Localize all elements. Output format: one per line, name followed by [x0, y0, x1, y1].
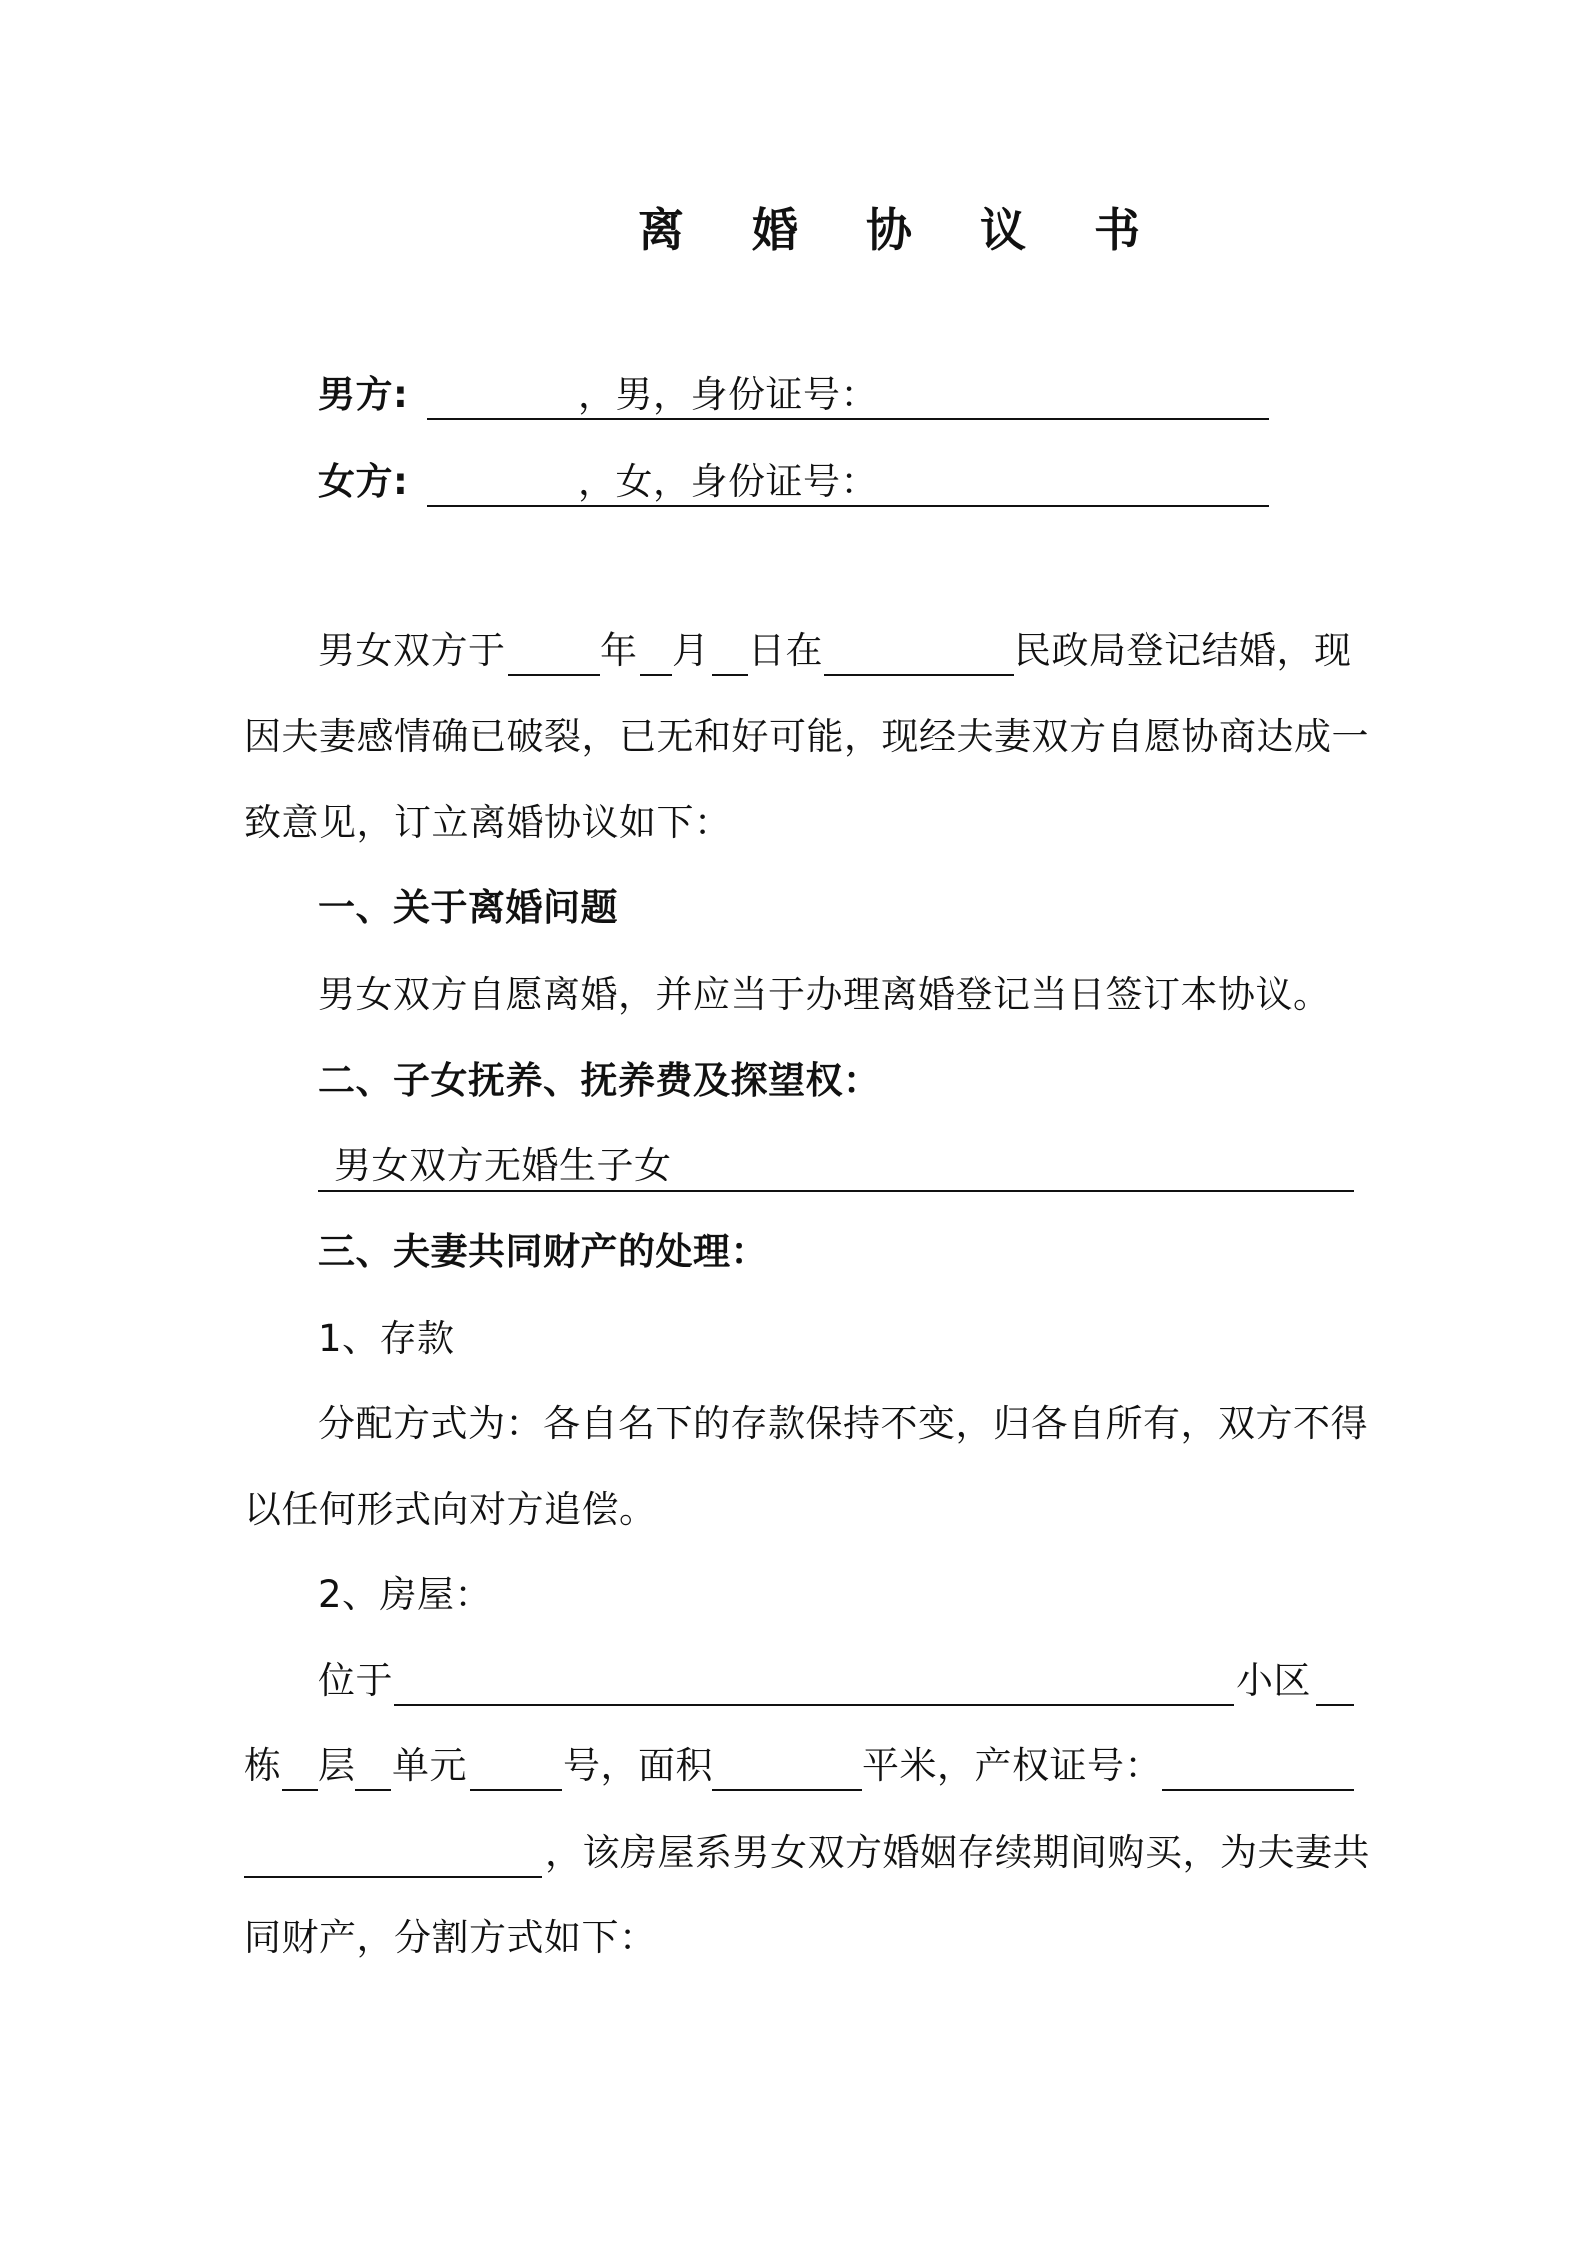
section-2-filled-text: 男女双方无婚生子女 [334, 1144, 672, 1187]
address-blank[interactable] [394, 1704, 1234, 1706]
year-blank[interactable] [508, 674, 600, 676]
section-2-heading: 二、子女抚养、抚养费及探望权： [318, 1059, 881, 1102]
certificate-blank-cont[interactable] [244, 1876, 542, 1878]
house-line-4: 同财产，分割方式如下： [244, 1916, 657, 1959]
section-1-heading: 一、关于离婚问题 [318, 886, 618, 929]
house-located-label: 位于 [318, 1659, 393, 1702]
certificate-blank[interactable] [1162, 1789, 1354, 1791]
area-blank[interactable] [712, 1789, 862, 1791]
man-label: 男方: [318, 373, 409, 416]
document-title: 离 婚 协 议 书 [638, 203, 1167, 257]
day-blank[interactable] [712, 674, 748, 676]
house-line-3: ，该房屋系男女双方婚姻存续期间购买，为夫妻共 [545, 1831, 1370, 1874]
section-3-heading: 三、夫妻共同财产的处理： [318, 1230, 768, 1273]
intro-day: 日在 [748, 629, 823, 672]
intro-year: 年 [600, 629, 638, 672]
intro-text-b: 民政局登记结婚，现 [1014, 629, 1352, 672]
woman-id-label: ，女，身份证号： [578, 460, 878, 503]
man-id-label: ，男，身份证号： [578, 373, 878, 416]
house-heading: 2、房屋： [318, 1573, 493, 1616]
children-blank[interactable] [318, 1190, 1354, 1192]
house-floor-label: 层 [318, 1744, 356, 1787]
house-unit-label: 单元 [392, 1744, 467, 1787]
deposit-heading: 1、存款 [318, 1317, 455, 1360]
woman-label: 女方: [318, 460, 409, 503]
floor-blank[interactable] [355, 1789, 391, 1791]
house-cert-label: 平米，产权证号： [862, 1744, 1162, 1787]
community-blank[interactable] [1316, 1704, 1354, 1706]
house-building-label: 栋 [244, 1744, 282, 1787]
house-area-label: 号，面积 [563, 1744, 713, 1787]
deposit-line-2: 以任何形式向对方追偿。 [244, 1488, 657, 1531]
house-community-label: 小区 [1236, 1659, 1311, 1702]
intro-month: 月 [672, 629, 710, 672]
intro-text-a: 男女双方于 [318, 629, 506, 672]
building-blank[interactable] [282, 1789, 318, 1791]
deposit-line-1: 分配方式为：各自名下的存款保持不变，归各自所有，双方不得 [318, 1402, 1368, 1445]
unit-blank[interactable] [470, 1789, 562, 1791]
intro-line-3: 致意见，订立离婚协议如下： [244, 801, 732, 844]
month-blank[interactable] [640, 674, 672, 676]
civil-affairs-blank[interactable] [824, 674, 1014, 676]
intro-line-2: 因夫妻感情确已破裂，已无和好可能，现经夫妻双方自愿协商达成一 [244, 715, 1369, 758]
section-1-text: 男女双方自愿离婚，并应当于办理离婚登记当日签订本协议。 [318, 973, 1331, 1016]
